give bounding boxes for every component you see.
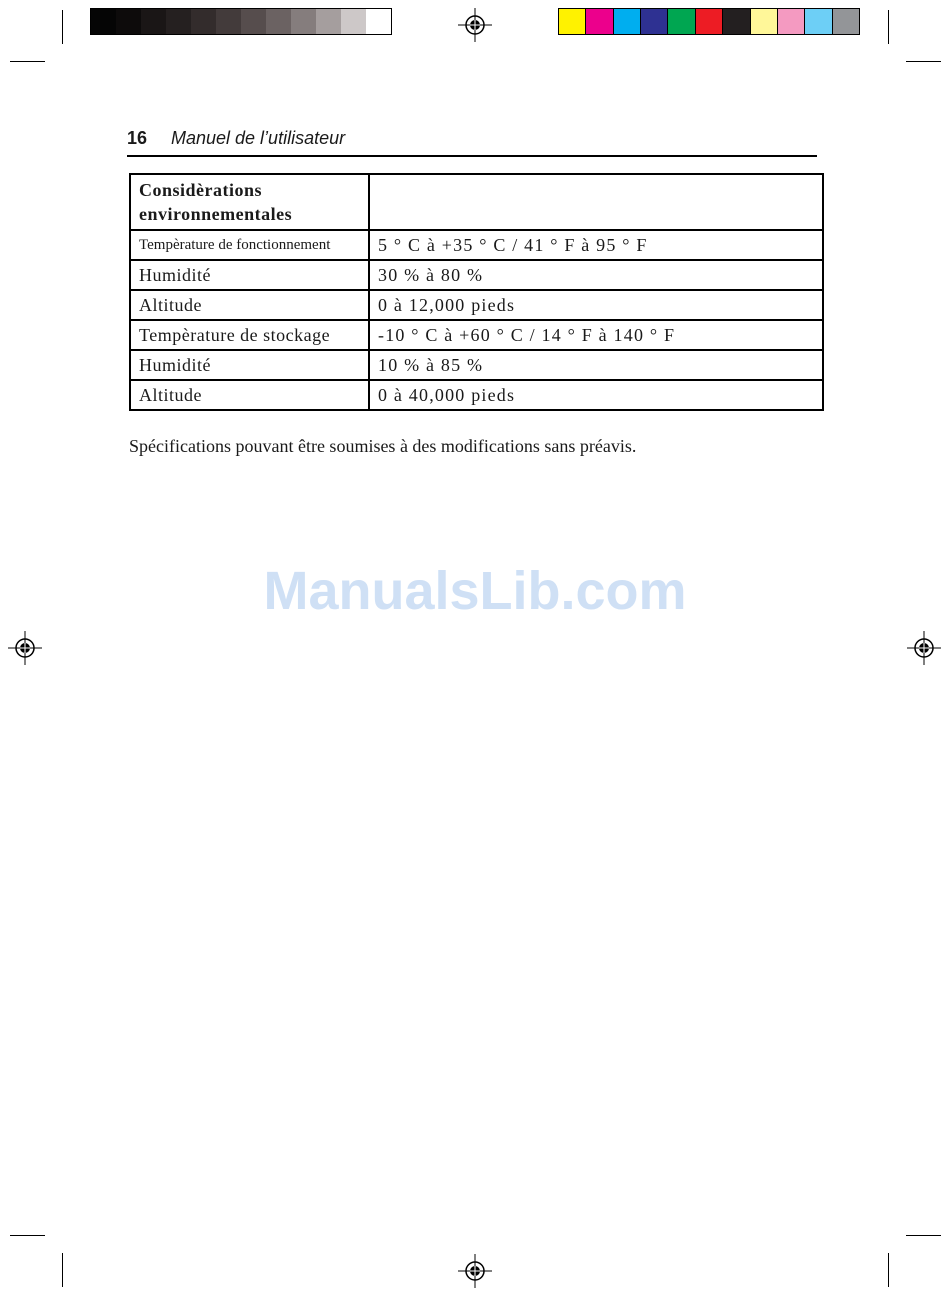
row-value: 5 ° C à +35 ° C / 41 ° F à 95 ° F <box>369 230 823 260</box>
gray-swatch <box>341 9 366 34</box>
watermark-link[interactable]: ManualsLib.com <box>263 561 687 621</box>
gray-swatch <box>241 9 266 34</box>
registration-mark-icon <box>8 631 42 665</box>
gray-swatch <box>216 9 241 34</box>
environmental-spec-table <box>129 173 824 411</box>
row-value: 10 % à 85 % <box>369 350 823 380</box>
gray-swatch <box>91 9 116 34</box>
crop-mark <box>888 10 889 44</box>
row-value: 0 à 40,000 pieds <box>369 380 823 410</box>
table-row <box>130 230 823 260</box>
crop-mark <box>62 1253 63 1287</box>
color-swatch <box>641 9 668 34</box>
color-swatch <box>668 9 695 34</box>
row-value: -10 ° C à +60 ° C / 14 ° F à 140 ° F <box>369 320 823 350</box>
color-swatch <box>696 9 723 34</box>
row-label: Humidité <box>130 260 369 290</box>
row-label: Tempèrature de stockage <box>130 320 369 350</box>
crop-mark <box>10 61 45 62</box>
row-label: Altitude <box>130 290 369 320</box>
table-heading-line1: Considèrations <box>139 180 263 200</box>
gray-swatch <box>116 9 141 34</box>
table-heading-line2: environnementales <box>139 204 293 224</box>
color-swatch <box>586 9 613 34</box>
gray-swatch <box>141 9 166 34</box>
specifications-note: Spécifications pouvant être soumises à des modifications sans préavis. <box>129 436 637 456</box>
page-header <box>127 125 817 157</box>
color-swatch <box>559 9 586 34</box>
crop-mark <box>906 61 941 62</box>
crop-mark <box>10 1235 45 1236</box>
table-heading <box>130 174 369 230</box>
color-calibration-bar <box>558 8 860 35</box>
row-label: Altitude <box>130 380 369 410</box>
gray-swatch <box>266 9 291 34</box>
row-label: Humidité <box>130 350 369 380</box>
registration-mark-icon <box>907 631 941 665</box>
gray-swatch <box>316 9 341 34</box>
grayscale-calibration-bar <box>90 8 392 35</box>
table-row <box>130 380 823 410</box>
registration-mark-icon <box>458 8 492 42</box>
color-swatch <box>723 9 750 34</box>
table-row <box>130 320 823 350</box>
crop-mark <box>906 1235 941 1236</box>
color-swatch <box>751 9 778 34</box>
table-heading-empty-cell <box>369 174 823 230</box>
table-row <box>130 260 823 290</box>
row-label: Tempèrature de fonctionnement <box>130 230 369 260</box>
table-header-row <box>130 174 823 230</box>
crop-mark <box>888 1253 889 1287</box>
gray-swatch <box>191 9 216 34</box>
row-value: 0 à 12,000 pieds <box>369 290 823 320</box>
page-title: Manuel de l’utilisateur <box>171 128 346 148</box>
page-number: 16 <box>127 128 148 148</box>
registration-mark-icon <box>458 1254 492 1288</box>
color-swatch <box>614 9 641 34</box>
crop-mark <box>62 10 63 44</box>
gray-swatch <box>166 9 191 34</box>
color-swatch <box>778 9 805 34</box>
gray-swatch <box>366 9 391 34</box>
color-swatch <box>805 9 832 34</box>
table-row <box>130 350 823 380</box>
row-value: 30 % à 80 % <box>369 260 823 290</box>
table-row <box>130 290 823 320</box>
gray-swatch <box>291 9 316 34</box>
color-swatch <box>833 9 859 34</box>
